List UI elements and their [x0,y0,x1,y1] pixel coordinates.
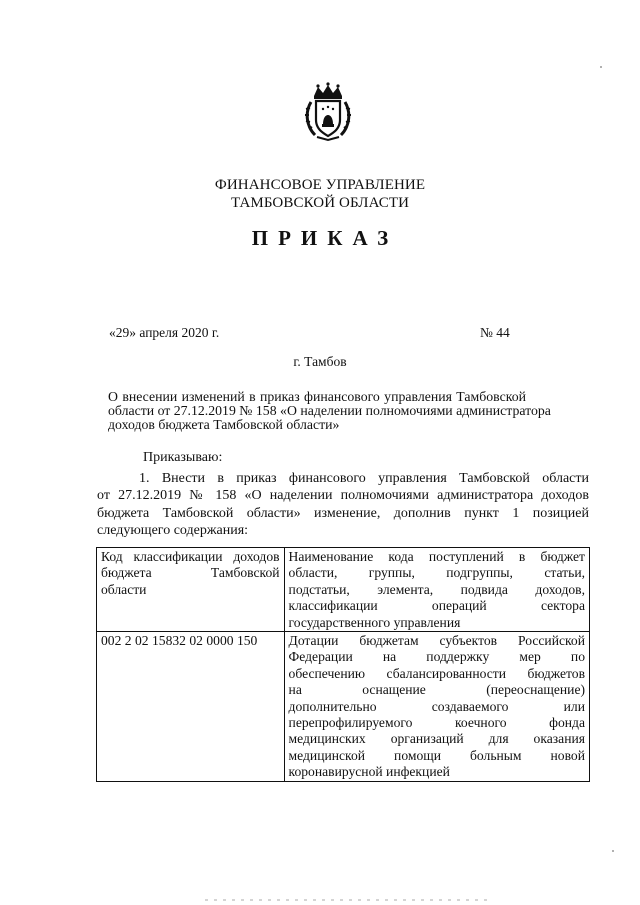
paragraph-line: бюджета Тамбовской области» изменение, дополнив пункт 1 позицией [97,505,589,521]
organization-name-line1: ФИНАНСОВОЕ УПРАВЛЕНИЕ [214,177,426,193]
cell-line: Федерации на поддержку мер по [288,649,585,665]
document-type-title: ПРИКАЗ [251,226,399,250]
cell-line: области [101,581,147,597]
cell-line: Код классификации доходов [101,549,280,564]
scan-noise [205,899,490,901]
order-date: «29» апреля 2020 г. [109,325,220,340]
order-city: г. Тамбов [293,354,347,369]
cell-line: перепрофилируемого коечного фонда [288,715,585,731]
row-cell-code [97,632,285,782]
cell-line: медицинской помощи больным новой [288,747,585,763]
cell-line: классификации операций сектора [288,598,585,614]
row-cell-name [284,632,589,782]
table-header-row [97,548,590,632]
cell-line: государственного управления [288,614,461,630]
table-row [97,632,590,782]
scan-speck [612,850,614,852]
income-code: 002 2 02 15832 02 0000 150 [101,633,258,649]
order-number: № 44 [480,325,510,340]
header-cell-name [284,548,589,632]
coat-of-arms-emblem [303,82,353,142]
cell-line: бюджета Тамбовской [101,565,280,581]
paragraph-line: от 27.12.2019 № 158 «О наделении полномочиями администратора доходов [97,488,589,504]
scan-speck [600,66,602,68]
order-paragraph [97,470,589,539]
cell-line: области, группы, подгруппы, статьи, [288,565,585,581]
organization-name-line2: ТАМБОВСКОЙ ОБЛАСТИ [230,195,410,211]
order-word: Приказываю: [143,450,223,465]
cell-line: обеспечению сбалансированности бюджетов [288,665,585,681]
cell-line: Наименование кода поступлений в бюджет [288,549,585,564]
order-subject [108,389,551,432]
cell-line: Дотации бюджетам субъектов Российской [288,633,585,649]
classification-table [96,547,590,782]
subject-line: области от 27.12.2019 № 158 «О наделении полномочиями администратора [108,403,551,418]
cell-line: подстатьи, элемента, подвида доходов, [288,581,585,597]
subject-line: О внесении изменений в приказ финансового управления Тамбовской [108,389,526,404]
subject-line: доходов бюджета Тамбовской области» [108,417,340,432]
paragraph-line: следующего содержания: [97,522,249,538]
organization-name [0,176,640,212]
header-cell-code [97,548,285,632]
cell-line: медицинских организаций для оказания [288,731,585,747]
cell-line: на оснащение (переоснащение) [288,682,585,698]
paragraph-line: 1. Внести в приказ финансового управления Тамбовской области [139,471,589,486]
cell-line: коронавирусной инфекцией [288,764,450,780]
cell-line: дополнительно создаваемого или [288,698,585,714]
